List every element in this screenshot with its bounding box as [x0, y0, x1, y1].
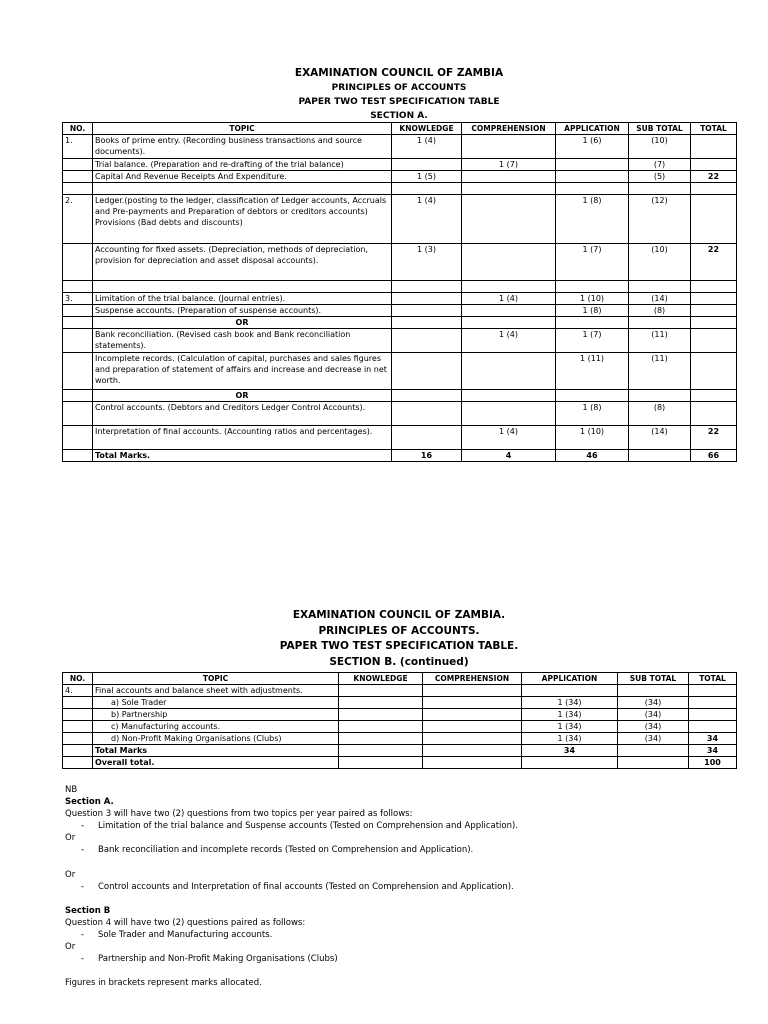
table-cell [556, 317, 629, 329]
table-cell: Accounting for fixed assets. (Depreciation, methods of depreciation, provision for depreciation and asset disposal accounts). [93, 244, 392, 281]
table-cell [522, 685, 618, 697]
table-cell [339, 709, 423, 721]
table-cell [462, 244, 556, 281]
table-cell: 3. [63, 293, 93, 305]
table-cell [63, 757, 93, 769]
table-row [63, 733, 737, 745]
table-cell: (34) [618, 721, 689, 733]
table-cell: Interpretation of final accounts. (Accounting ratios and percentages). [93, 426, 392, 450]
table-row [63, 171, 737, 183]
table-cell [63, 244, 93, 281]
table-cell [392, 353, 462, 390]
table-cell [691, 281, 737, 293]
table-cell [339, 745, 423, 757]
column-header: COMPREHENSION [462, 123, 556, 135]
table-cell [462, 317, 556, 329]
q3-option-2: - Bank reconciliation and incomplete records (Tested on Comprehension and Application). [81, 845, 474, 856]
table-cell: b) Partnership [93, 709, 339, 721]
table-cell [63, 402, 93, 426]
table-cell: 1 (34) [522, 733, 618, 745]
table-cell [691, 329, 737, 353]
table-cell: 1 (10) [556, 293, 629, 305]
table-cell [339, 685, 423, 697]
table-cell [392, 329, 462, 353]
table-cell: Capital And Revenue Receipts And Expenditure. [93, 171, 392, 183]
table-cell [629, 317, 691, 329]
table-cell: 1 (4) [462, 329, 556, 353]
table-row [63, 317, 737, 329]
column-header: KNOWLEDGE [339, 673, 423, 685]
table-cell [339, 697, 423, 709]
table-row [63, 426, 737, 450]
table-cell [392, 317, 462, 329]
table-cell [63, 697, 93, 709]
table-header-row [63, 673, 737, 685]
q4-option-1: - Sole Trader and Manufacturing accounts. [81, 929, 273, 940]
table-row [63, 697, 737, 709]
table-cell [423, 733, 522, 745]
table-row [63, 281, 737, 293]
notes-section [65, 784, 745, 989]
table-cell [462, 281, 556, 293]
table-cell: 4 [462, 450, 556, 462]
table-cell: 100 [689, 757, 737, 769]
table-cell: 1 (7) [556, 329, 629, 353]
column-header: TOTAL [689, 673, 737, 685]
table-cell [63, 721, 93, 733]
table-cell: 1 (7) [556, 244, 629, 281]
table-cell: Overall total. [93, 757, 339, 769]
table-cell [63, 183, 93, 195]
table-cell: (8) [629, 402, 691, 426]
table-cell [392, 293, 462, 305]
table-cell [629, 183, 691, 195]
table-cell [392, 159, 462, 171]
table-cell: 46 [556, 450, 629, 462]
table-cell [691, 390, 737, 402]
table-cell [392, 281, 462, 293]
table-row [63, 159, 737, 171]
table-cell: 1 (5) [392, 171, 462, 183]
table-cell: 16 [392, 450, 462, 462]
table-cell [423, 709, 522, 721]
table-cell: 1 (34) [522, 721, 618, 733]
table-cell: 34 [689, 745, 737, 757]
table-cell [63, 450, 93, 462]
table-cell: (34) [618, 709, 689, 721]
footer-note: Figures in brackets represent marks allocated. [65, 978, 262, 989]
column-header: COMPREHENSION [423, 673, 522, 685]
table-cell [462, 171, 556, 183]
table-cell: Trial balance. (Preparation and re-drafting of the trial balance) [93, 159, 392, 171]
column-header: SUB TOTAL [618, 673, 689, 685]
table-cell [63, 390, 93, 402]
q3-option-1: - Limitation of the trial balance and Suspense accounts (Tested on Comprehension and Application). [81, 821, 519, 832]
table-cell: 1 (10) [556, 426, 629, 450]
table-cell [423, 697, 522, 709]
subject-title: PRINCIPLES OF ACCOUNTS [331, 83, 467, 93]
table-cell: (11) [629, 353, 691, 390]
table-cell: 1 (34) [522, 709, 618, 721]
table-cell [691, 195, 737, 244]
table-cell [339, 721, 423, 733]
table-cell: (7) [629, 159, 691, 171]
table-cell [93, 281, 392, 293]
table-cell [462, 195, 556, 244]
table-cell: OR [93, 390, 392, 402]
table-cell [63, 171, 93, 183]
table-cell: 1 (4) [392, 135, 462, 159]
paper-title: PAPER TWO TEST SPECIFICATION TABLE. [279, 640, 519, 652]
table-cell: 1 (4) [462, 426, 556, 450]
section-b-table [62, 672, 737, 769]
table-cell: (11) [629, 329, 691, 353]
table-cell: 34 [522, 745, 618, 757]
table-cell [556, 281, 629, 293]
section-a-table [62, 122, 737, 462]
table-cell [522, 757, 618, 769]
table-cell [689, 709, 737, 721]
table-cell [339, 757, 423, 769]
table-cell [392, 426, 462, 450]
table-cell: 1 (7) [462, 159, 556, 171]
table-cell [339, 733, 423, 745]
table-cell: Final accounts and balance sheet with adjustments. [93, 685, 339, 697]
table-cell: Total Marks. [93, 450, 392, 462]
q4-option-2: - Partnership and Non-Profit Making Organisations (Clubs) [81, 954, 338, 965]
table-cell [63, 281, 93, 293]
table-cell [691, 402, 737, 426]
council-title: EXAMINATION COUNCIL OF ZAMBIA [294, 67, 504, 79]
table-cell [629, 281, 691, 293]
table-cell: 1. [63, 135, 93, 159]
table-cell: 1 (8) [556, 402, 629, 426]
table-cell [691, 159, 737, 171]
table-cell [618, 745, 689, 757]
table-cell [423, 721, 522, 733]
table-cell [63, 745, 93, 757]
column-header: TOPIC [93, 123, 392, 135]
table-cell [93, 183, 392, 195]
table-row [63, 757, 737, 769]
table-cell: 22 [691, 171, 737, 183]
table-cell: 1 (11) [556, 353, 629, 390]
table-cell [691, 305, 737, 317]
table-cell: Incomplete records. (Calculation of capital, purchases and sales figures and preparation of statement of affairs and increase and decrease in net worth. [93, 353, 392, 390]
table-row [63, 450, 737, 462]
or-label: Or [65, 869, 76, 880]
table-row [63, 709, 737, 721]
table-row [63, 329, 737, 353]
section-title: SECTION B. (continued) [329, 655, 469, 668]
table-row [63, 195, 737, 244]
table-row [63, 353, 737, 390]
table-cell [689, 685, 737, 697]
table-row [63, 745, 737, 757]
table-cell [689, 721, 737, 733]
council-title: EXAMINATION COUNCIL OF ZAMBIA. [292, 609, 506, 621]
table-row [63, 293, 737, 305]
table-cell [392, 183, 462, 195]
column-header: TOTAL [691, 123, 737, 135]
table-cell: Ledger.(posting to the ledger, classification of Ledger accounts, Accruals and Pre-payments and Preparation of debtors or creditors accounts) Provisions (Bad debts and discounts) [93, 195, 392, 244]
table-cell: 1 (3) [392, 244, 462, 281]
nb-label: NB [65, 785, 78, 795]
table-cell: 1 (34) [522, 697, 618, 709]
q3-intro: Question 3 will have two (2) questions from two topics per year paired as follows: [65, 809, 413, 820]
table-cell: 34 [689, 733, 737, 745]
table-cell [691, 293, 737, 305]
column-header: KNOWLEDGE [392, 123, 462, 135]
table-cell: c) Manufacturing accounts. [93, 721, 339, 733]
table-row [63, 244, 737, 281]
table-cell: 2. [63, 195, 93, 244]
table-cell: (5) [629, 171, 691, 183]
column-header: TOPIC [93, 673, 339, 685]
table-row [63, 721, 737, 733]
table-cell [691, 353, 737, 390]
table-cell [392, 305, 462, 317]
table-cell: 66 [691, 450, 737, 462]
or-label: Or [65, 942, 76, 953]
subject-title: PRINCIPLES OF ACCOUNTS. [318, 624, 480, 637]
section-a-header [62, 66, 736, 123]
table-cell [691, 317, 737, 329]
paper-title: PAPER TWO TEST SPECIFICATION TABLE [298, 97, 500, 107]
column-header: NO. [63, 673, 93, 685]
section-b-header [62, 608, 736, 670]
table-cell: (10) [629, 244, 691, 281]
table-cell: 1 (4) [462, 293, 556, 305]
table-cell [63, 329, 93, 353]
table-cell: a) Sole Trader [93, 697, 339, 709]
table-cell: 22 [691, 244, 737, 281]
table-cell [556, 159, 629, 171]
table-cell: Bank reconciliation. (Revised cash book and Bank reconciliation statements). [93, 329, 392, 353]
column-header: SUB TOTAL [629, 123, 691, 135]
column-header: NO. [63, 123, 93, 135]
table-row [63, 183, 737, 195]
table-row [63, 390, 737, 402]
table-cell [629, 450, 691, 462]
table-cell: (14) [629, 293, 691, 305]
table-row [63, 685, 737, 697]
table-cell [462, 390, 556, 402]
table-cell: 22 [691, 426, 737, 450]
table-cell [63, 353, 93, 390]
table-cell [556, 390, 629, 402]
table-cell [689, 697, 737, 709]
table-cell [423, 745, 522, 757]
table-cell [556, 183, 629, 195]
table-cell: (12) [629, 195, 691, 244]
table-cell: Limitation of the trial balance. (Journal entries). [93, 293, 392, 305]
table-cell [63, 317, 93, 329]
table-cell: (8) [629, 305, 691, 317]
table-cell [63, 733, 93, 745]
table-cell: (34) [618, 733, 689, 745]
section-b-note-title: Section B [65, 905, 111, 916]
column-header: APPLICATION [556, 123, 629, 135]
table-cell [63, 159, 93, 171]
table-cell [63, 709, 93, 721]
table-cell: d) Non-Profit Making Organisations (Clubs) [93, 733, 339, 745]
table-cell [392, 390, 462, 402]
table-cell: (14) [629, 426, 691, 450]
table-cell [618, 685, 689, 697]
table-cell: 1 (8) [556, 195, 629, 244]
table-cell: (34) [618, 697, 689, 709]
q3-option-3: - Control accounts and Interpretation of final accounts (Tested on Comprehension and Application). [81, 881, 514, 892]
table-header-row [63, 123, 737, 135]
table-cell [462, 353, 556, 390]
table-cell [423, 757, 522, 769]
table-cell [556, 171, 629, 183]
table-cell [462, 305, 556, 317]
table-cell [629, 390, 691, 402]
table-cell [392, 402, 462, 426]
table-row [63, 305, 737, 317]
column-header: APPLICATION [522, 673, 618, 685]
table-cell: Total Marks [93, 745, 339, 757]
table-cell [691, 183, 737, 195]
section-title: SECTION A. [370, 111, 428, 121]
table-cell: Books of prime entry. (Recording business transactions and source documents). [93, 135, 392, 159]
table-cell: 1 (8) [556, 305, 629, 317]
table-cell: Suspense accounts. (Preparation of suspense accounts). [93, 305, 392, 317]
table-cell: OR [93, 317, 392, 329]
table-cell [423, 685, 522, 697]
q4-intro: Question 4 will have two (2) questions paired as follows: [65, 917, 306, 928]
table-cell [462, 183, 556, 195]
table-cell [63, 305, 93, 317]
table-cell [63, 426, 93, 450]
section-a-note-title: Section A. [65, 797, 114, 808]
table-cell [462, 135, 556, 159]
table-cell: 1 (6) [556, 135, 629, 159]
table-cell: 1 (4) [392, 195, 462, 244]
table-cell: 4. [63, 685, 93, 697]
table-cell: Control accounts. (Debtors and Creditors Ledger Control Accounts). [93, 402, 392, 426]
or-label: Or [65, 833, 76, 844]
table-cell [691, 135, 737, 159]
table-cell [618, 757, 689, 769]
table-cell: (10) [629, 135, 691, 159]
table-cell [462, 402, 556, 426]
table-row [63, 402, 737, 426]
table-row [63, 135, 737, 159]
